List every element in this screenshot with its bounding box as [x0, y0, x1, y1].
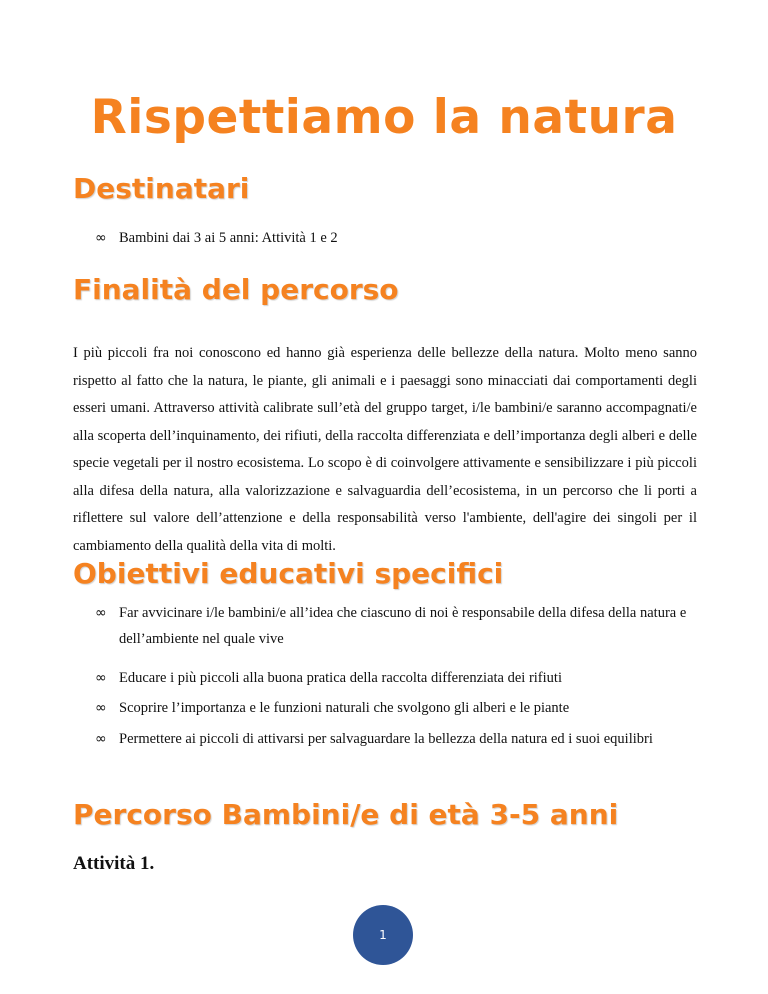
list-item-text: Educare i più piccoli alla buona pratica della raccolta differenziata dei rifiuti	[119, 670, 562, 686]
page-number-badge	[353, 905, 413, 965]
bullet-icon: ∞	[95, 731, 107, 747]
list-item-text: Scoprire l’importanza e le funzioni naturali che svolgono gli alberi e le piante	[119, 700, 570, 716]
list-item	[95, 600, 715, 652]
bullet-icon: ∞	[95, 700, 107, 716]
heading-finalita: Finalità del percorso	[73, 273, 399, 306]
bullet-icon: ∞	[95, 670, 107, 686]
list-item	[95, 726, 715, 752]
list-item-text: Permettere ai piccoli di attivarsi per salvaguardare la bellezza della natura ed i suoi equilibri	[119, 731, 653, 747]
activity-heading: Attività 1.	[73, 853, 155, 874]
list-item	[95, 225, 715, 251]
list-item-text: Bambini dai 3 ai 5 anni: Attività 1 e 2	[119, 230, 338, 246]
finalita-paragraph: I più piccoli fra noi conoscono ed hanno già esperienza delle bellezze della natura. Molto meno sanno rispetto al fatto che la natura, le piante, gli animali e i paesaggi sono minacciati dai comportamenti degli esseri umani. Attraverso attività calibrate sull’età del gruppo target, i/le bambini/e saranno accompagnati/e alla scoperta dell’inquinamento, dei rifiuti, della raccolta differenziata e dell’importanza degli alberi e delle specie vegetali per il nostro ecosistema. Lo scopo è di coinvolgere attivamente e sensibilizzare i più piccoli alla difesa della natura, alla valorizzazione e salvaguardia dell’ecosistema, in un percorso che li porti a riflettere sul valore dell’attenzione e della responsabilità verso l'ambiente, dell'agire dei singoli per il cambiamento della qualità della vita di molti.	[73, 345, 697, 554]
heading-destinatari: Destinatari	[73, 172, 250, 205]
bullet-icon: ∞	[95, 605, 107, 621]
list-item-text: Far avvicinare i/le bambini/e all’idea che ciascuno di noi è responsabile della difesa della natura e dell’ambiente nel quale vive	[119, 605, 687, 647]
list-item	[95, 665, 715, 691]
bullet-icon: ∞	[95, 230, 107, 246]
list-item	[95, 695, 715, 721]
page-title: Rispettiamo la natura	[90, 90, 678, 145]
heading-percorso: Percorso Bambini/e di età 3-5 anni	[73, 798, 619, 831]
heading-obiettivi: Obiettivi educativi specifici	[73, 557, 504, 590]
page-number: 1	[379, 928, 387, 942]
